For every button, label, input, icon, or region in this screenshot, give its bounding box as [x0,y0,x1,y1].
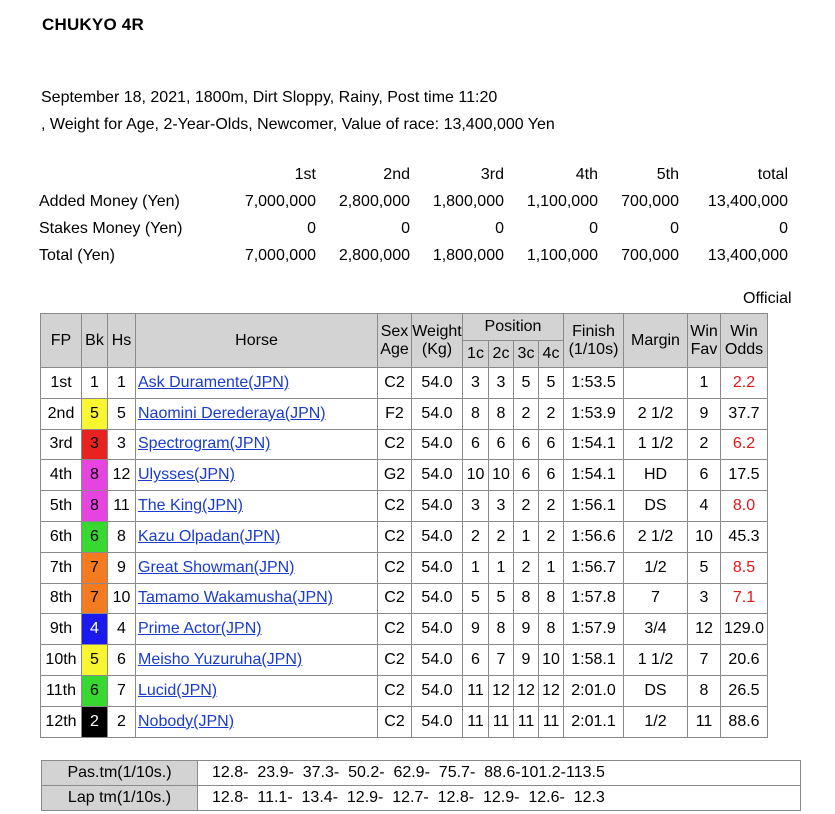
prize-money-table [39,161,788,269]
horse-number-cell: 11 [108,491,136,522]
horse-number-cell: 7 [108,675,136,706]
win-fav-cell: 4 [688,491,721,522]
sex-age-cell: F2 [378,398,412,429]
corner-2-cell: 10 [489,460,514,491]
prize-row-label: Stakes Money (Yen) [39,219,183,237]
bracket-cell: 3 [82,429,108,460]
header-position: Position [463,314,564,341]
corner-1-cell: 2 [463,521,489,552]
official-label: Official [743,290,792,307]
prize-money-header-row [39,161,788,188]
horse-number-cell: 10 [108,583,136,614]
passing-time-values: 12.8- 23.9- 37.3- 50.2- 62.9- 75.7- 88.6-101.2-113.5 [198,761,801,786]
sex-age-cell: C2 [378,583,412,614]
horse-cell [136,460,378,491]
corner-3-cell: 2 [514,491,539,522]
bracket-cell: 6 [82,675,108,706]
corner-4-cell: 11 [539,706,564,737]
results-header [41,314,768,368]
corner-3-cell: 1 [514,521,539,552]
prize-col-header: 5th [656,165,679,183]
prize-value: 2,800,000 [338,246,410,264]
corner-1-cell: 10 [463,460,489,491]
corner-4-cell: 12 [539,675,564,706]
sex-age-cell: C2 [378,706,412,737]
margin-cell: HD [624,460,688,491]
bracket-cell: 5 [82,398,108,429]
corner-3-cell: 9 [514,614,539,645]
header-sex: Sex [380,322,409,340]
lap-time-row [42,786,801,811]
table-row [41,460,768,491]
prize-value: 0 [401,219,410,237]
horse-cell [136,645,378,676]
win-odds-cell: 6.2 [721,429,768,460]
corner-3-cell: 6 [514,429,539,460]
header-win-odds-bottom: Odds [724,340,764,358]
corner-4-cell: 5 [539,368,564,399]
finish-position-cell: 3rd [41,429,82,460]
finish-time-cell: 1:53.9 [564,398,624,429]
corner-3-cell: 9 [514,645,539,676]
win-odds-cell: 129.0 [721,614,768,645]
finish-position-cell: 9th [41,614,82,645]
corner-3-cell: 6 [514,460,539,491]
win-odds-cell: 17.5 [721,460,768,491]
corner-1-cell: 8 [463,398,489,429]
prize-value: 1,800,000 [432,192,504,210]
weight-cell: 54.0 [412,645,463,676]
prize-value: 13,400,000 [707,246,788,264]
weight-cell: 54.0 [412,521,463,552]
win-odds-cell: 8.0 [721,491,768,522]
horse-cell [136,429,378,460]
margin-cell: DS [624,491,688,522]
corner-2-cell: 2 [489,521,514,552]
horse-number-cell: 3 [108,429,136,460]
corner-4-cell: 2 [539,491,564,522]
horse-name-link[interactable]: Tamamo Wakamusha(JPN) [138,589,334,607]
prize-row-label: Total (Yen) [39,246,115,264]
table-row [41,552,768,583]
horse-cell [136,398,378,429]
weight-cell: 54.0 [412,614,463,645]
header-finish-label: Finish [572,322,615,340]
win-odds-cell: 8.5 [721,552,768,583]
finish-time-cell: 1:56.6 [564,521,624,552]
finish-time-cell: 1:58.1 [564,645,624,676]
finish-position-cell: 1st [41,368,82,399]
weight-cell: 54.0 [412,368,463,399]
win-fav-cell: 5 [688,552,721,583]
corner-2-cell: 11 [489,706,514,737]
win-fav-cell: 1 [688,368,721,399]
horse-name-link[interactable]: The King(JPN) [138,497,243,515]
horse-name-link[interactable]: Ulysses(JPN) [138,466,235,484]
horse-cell [136,491,378,522]
header-weight-label: Weight [412,322,462,340]
horse-number-cell: 6 [108,645,136,676]
bracket-cell: 8 [82,460,108,491]
prize-value: 1,100,000 [526,246,598,264]
horse-cell [136,368,378,399]
corner-2-cell: 8 [489,614,514,645]
header-win-odds [721,314,768,368]
header-margin: Margin [624,314,688,368]
win-fav-cell: 11 [688,706,721,737]
table-row [41,429,768,460]
corner-2-cell: 12 [489,675,514,706]
corner-4-cell: 8 [539,583,564,614]
header-win-fav [688,314,721,368]
margin-cell: DS [624,675,688,706]
corner-1-cell: 3 [463,491,489,522]
sex-age-cell: C2 [378,521,412,552]
finish-time-cell: 2:01.0 [564,675,624,706]
corner-4-cell: 8 [539,614,564,645]
prize-value: 7,000,000 [244,192,316,210]
horse-number-cell: 4 [108,614,136,645]
race-results-table [40,313,768,738]
header-weight-unit: (Kg) [421,340,453,358]
weight-cell: 54.0 [412,491,463,522]
finish-position-cell: 7th [41,552,82,583]
sex-age-cell: C2 [378,491,412,522]
header-finish [564,314,624,368]
margin-cell [624,368,688,399]
bracket-cell: 5 [82,645,108,676]
win-fav-cell: 9 [688,398,721,429]
sex-age-cell: C2 [378,645,412,676]
header-bk: Bk [82,314,108,368]
margin-cell: 1 1/2 [624,645,688,676]
corner-2-cell: 5 [489,583,514,614]
corner-1-cell: 6 [463,645,489,676]
horse-number-cell: 8 [108,521,136,552]
weight-cell: 54.0 [412,706,463,737]
prize-value: 0 [589,219,598,237]
corner-1-cell: 9 [463,614,489,645]
corner-3-cell: 5 [514,368,539,399]
win-fav-cell: 7 [688,645,721,676]
prize-col-header: 1st [294,165,316,183]
corner-3-cell: 2 [514,398,539,429]
prize-value: 1,100,000 [526,192,598,210]
horse-name-link[interactable]: Ask Duramente(JPN) [138,373,290,391]
corner-4-cell: 6 [539,460,564,491]
table-row [41,398,768,429]
corner-4-cell: 6 [539,429,564,460]
corner-4-cell: 2 [539,521,564,552]
lap-time-values: 12.8- 11.1- 13.4- 12.9- 12.7- 12.8- 12.9- 12.6- 12.3 [198,786,801,811]
header-finish-unit: (1/10s) [568,340,619,358]
prize-money-row [39,242,788,269]
corner-1-cell: 6 [463,429,489,460]
table-row [41,368,768,399]
prize-value: 700,000 [621,246,679,264]
header-win-fav-bottom: Fav [690,340,718,358]
corner-3-cell: 8 [514,583,539,614]
horse-number-cell: 2 [108,706,136,737]
horse-name-link[interactable]: Prime Actor(JPN) [138,620,262,638]
finish-position-cell: 6th [41,521,82,552]
prize-value: 0 [779,219,788,237]
corner-4-cell: 1 [539,552,564,583]
corner-3-cell: 2 [514,552,539,583]
horse-number-cell: 1 [108,368,136,399]
horse-name-link[interactable]: Spectrogram(JPN) [138,435,271,453]
win-odds-cell: 7.1 [721,583,768,614]
finish-time-cell: 1:53.5 [564,368,624,399]
finish-time-cell: 2:01.1 [564,706,624,737]
prize-value: 0 [495,219,504,237]
win-odds-cell: 88.6 [721,706,768,737]
weight-cell: 54.0 [412,675,463,706]
win-fav-cell: 3 [688,583,721,614]
margin-cell: 7 [624,583,688,614]
sex-age-cell: C2 [378,429,412,460]
header-win-odds-top: Win [730,322,758,340]
prize-value: 700,000 [621,192,679,210]
finish-time-cell: 1:56.7 [564,552,624,583]
weight-cell: 54.0 [412,429,463,460]
race-info-line-2: , Weight for Age, 2-Year-Olds, Newcomer, Value of race: 13,400,000 Yen [41,116,555,133]
win-fav-cell: 8 [688,675,721,706]
corner-1-cell: 11 [463,675,489,706]
header-hs: Hs [108,314,136,368]
corner-2-cell: 3 [489,368,514,399]
table-row [41,491,768,522]
horse-cell [136,614,378,645]
header-horse: Horse [136,314,378,368]
margin-cell: 3/4 [624,614,688,645]
horse-name-link[interactable]: Nobody(JPN) [138,712,235,730]
finish-position-cell: 10th [41,645,82,676]
passing-time-row [42,761,801,786]
horse-number-cell: 9 [108,552,136,583]
weight-cell: 54.0 [412,398,463,429]
horse-name-link[interactable]: Great Showman(JPN) [138,558,295,576]
margin-cell: 2 1/2 [624,398,688,429]
prize-value: 0 [307,219,316,237]
horse-number-cell: 5 [108,398,136,429]
finish-position-cell: 5th [41,491,82,522]
sex-age-cell: C2 [378,368,412,399]
horse-cell [136,675,378,706]
weight-cell: 54.0 [412,583,463,614]
finish-position-cell: 4th [41,460,82,491]
prize-value: 1,800,000 [432,246,504,264]
win-odds-cell: 45.3 [721,521,768,552]
corner-2-cell: 3 [489,491,514,522]
finish-time-cell: 1:56.1 [564,491,624,522]
corner-2-cell: 8 [489,398,514,429]
corner-1-cell: 11 [463,706,489,737]
finish-position-cell: 11th [41,675,82,706]
prize-money-row [39,188,788,215]
horse-name-link[interactable]: Meisho Yuzuruha(JPN) [138,651,303,669]
prize-value: 13,400,000 [707,192,788,210]
bracket-cell: 4 [82,614,108,645]
table-row [41,521,768,552]
prize-col-header: 3rd [480,165,504,183]
split-times-table [41,760,801,811]
passing-time-label: Pas.tm(1/10s.) [42,761,198,786]
corner-2-cell: 1 [489,552,514,583]
horse-name-link[interactable]: Naomini Derederaya(JPN) [138,404,326,422]
prize-money-row [39,215,788,242]
bracket-cell: 8 [82,491,108,522]
margin-cell: 1/2 [624,552,688,583]
finish-position-cell: 12th [41,706,82,737]
prize-value: 2,800,000 [338,192,410,210]
prize-value: 7,000,000 [244,246,316,264]
header-fp: FP [41,314,82,368]
horse-name-link[interactable]: Kazu Olpadan(JPN) [138,527,281,545]
finish-time-cell: 1:57.8 [564,583,624,614]
prize-row-label: Added Money (Yen) [39,192,180,210]
win-fav-cell: 2 [688,429,721,460]
corner-4-cell: 10 [539,645,564,676]
sex-age-cell: G2 [378,460,412,491]
finish-time-cell: 1:54.1 [564,429,624,460]
table-row [41,614,768,645]
results-body [41,368,768,738]
win-odds-cell: 26.5 [721,675,768,706]
horse-cell [136,706,378,737]
prize-col-header: 2nd [383,165,410,183]
race-title: CHUKYO 4R [42,15,144,34]
header-age: Age [380,340,409,358]
corner-2-cell: 7 [489,645,514,676]
bracket-cell: 6 [82,521,108,552]
table-row [41,645,768,676]
header-corner-3: 3c [514,341,539,368]
bracket-cell: 7 [82,583,108,614]
corner-4-cell: 2 [539,398,564,429]
corner-2-cell: 6 [489,429,514,460]
bracket-cell: 2 [82,706,108,737]
sex-age-cell: C2 [378,614,412,645]
horse-number-cell: 12 [108,460,136,491]
horse-cell [136,552,378,583]
table-row [41,675,768,706]
header-corner-1: 1c [463,341,489,368]
win-fav-cell: 6 [688,460,721,491]
prize-value: 0 [670,219,679,237]
race-info-line-1: September 18, 2021, 1800m, Dirt Sloppy, Rainy, Post time 11:20 [41,89,498,106]
header-weight [412,314,463,368]
horse-name-link[interactable]: Lucid(JPN) [138,681,218,699]
lap-time-label: Lap tm(1/10s.) [42,786,198,811]
win-fav-cell: 12 [688,614,721,645]
corner-3-cell: 11 [514,706,539,737]
margin-cell: 1 1/2 [624,429,688,460]
finish-time-cell: 1:57.9 [564,614,624,645]
corner-1-cell: 3 [463,368,489,399]
horse-cell [136,583,378,614]
bracket-cell: 1 [82,368,108,399]
table-row [41,583,768,614]
margin-cell: 2 1/2 [624,521,688,552]
horse-cell [136,521,378,552]
win-fav-cell: 10 [688,521,721,552]
prize-col-header: 4th [575,165,598,183]
finish-position-cell: 8th [41,583,82,614]
header-sex-age [378,314,412,368]
header-corner-4: 4c [539,341,564,368]
corner-1-cell: 5 [463,583,489,614]
weight-cell: 54.0 [412,552,463,583]
header-corner-2: 2c [489,341,514,368]
weight-cell: 54.0 [412,460,463,491]
win-odds-cell: 2.2 [721,368,768,399]
sex-age-cell: C2 [378,552,412,583]
corner-1-cell: 1 [463,552,489,583]
sex-age-cell: C2 [378,675,412,706]
win-odds-cell: 20.6 [721,645,768,676]
finish-position-cell: 2nd [41,398,82,429]
finish-time-cell: 1:54.1 [564,460,624,491]
corner-3-cell: 12 [514,675,539,706]
prize-col-header: total [757,165,788,183]
margin-cell: 1/2 [624,706,688,737]
table-row [41,706,768,737]
header-win-fav-top: Win [690,322,718,340]
win-odds-cell: 37.7 [721,398,768,429]
bracket-cell: 7 [82,552,108,583]
